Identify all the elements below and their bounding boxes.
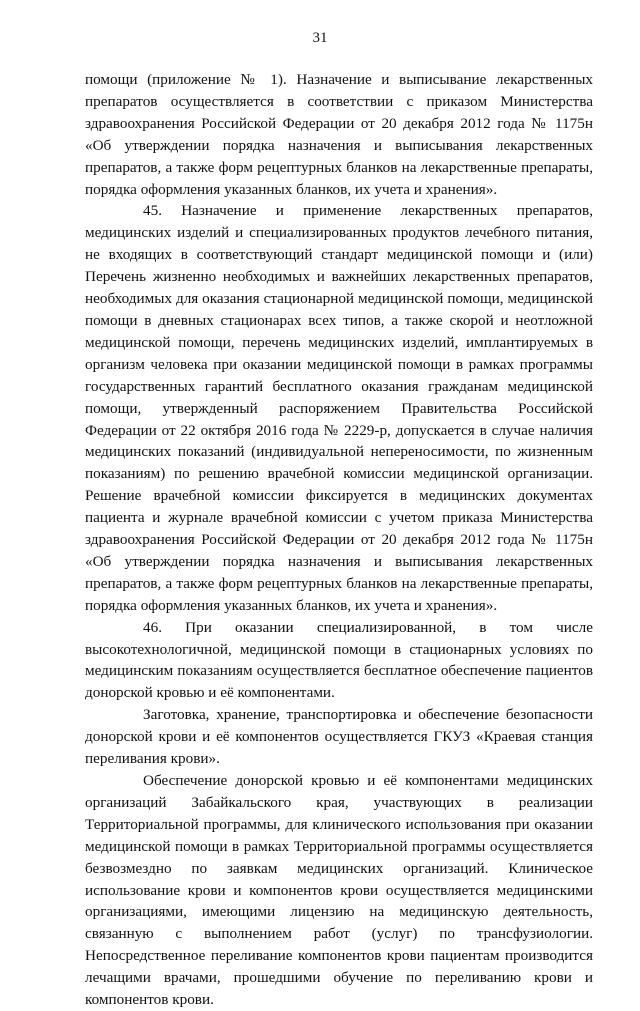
paragraph-46-donor-blood: 46. При оказании специализированной, в том числе высокотехнологичной, медицинской помощи в стационарных условиях по медицинским показаниям осуществляется бесплатное обеспечение пациентов донорской кровью и её компонентами. bbox=[85, 618, 593, 702]
paragraph-blood-procurement: Заготовка, хранение, транспортировка и обеспечение безопасности донорской крови и её компонентов осуществляется ГКУЗ «Краевая станция переливания крови». bbox=[85, 706, 593, 768]
paragraph-45-nonstandard-drugs: 45. Назначение и применение лекарственных препаратов, медицинских изделий и специализированных продуктов лечебного питания, не входящих в соответствующий стандарт медицинской помощи и (или) Перечень жизненно необходимых и важнейших лекарственных препаратов, необходимых для оказания стационарной медицинской помощи, медицинской помощи в дневных стационарах всех типов, а также скорой и неотложной медицинской помощи, перечень медицинских изделий, имплантируемых в организм человека при оказании медицинской помощи в рамках программы государственных гарантий бесплатного оказания гражданам медицинской помощи, утвержденный распоряжением Правительства Российской Федерации от 22 октября 2016 года № 2229-р, допускается в случае наличия медицинских показаний (индивидуальной непереносимости, по жизненным показаниям) по решению врачебной комиссии медицинской организации. Решение врачебной комиссии фиксируется в медицинских документах пациента и журнале врачебной комиссии с учетом приказа Министерства здравоохранения Российской Федерации от 20 декабря 2012 года № 1175н «Об утверждении порядка назначения и выписывания лекарственных препаратов, а также форм рецептурных бланков на лекарственные препараты, порядка оформления указанных бланков, их учета и хранения». bbox=[85, 202, 593, 614]
page-number: 31 bbox=[312, 30, 328, 46]
paragraph-prescription-order: помощи (приложение № 1). Назначение и выписывание лекарственных препаратов осуществляется в соответствии с приказом Министерства здравоохранения Российской Федерации от 20 декабря 2012 года № 1175н «Об утверждении порядка назначения и выписывания лекарственных препаратов, а также форм рецептурных бланков на лекарственные препараты, порядка оформления указанных бланков, их учета и хранения». bbox=[85, 71, 593, 198]
paragraph-blood-provision: Обеспечение донорской кровью и её компонентами медицинских организаций Забайкальского края, участвующих в реализации Территориальной программы, для клинического использования при оказании медицинской помощи в рамках Территориальной программы осуществляется безвозмездно по заявкам медицинских организаций. Клиническое использование крови и компонентов крови осуществляется медицинскими организациями, имеющими лицензию на медицинскую деятельность, связанную с выполнением работ (услуг) по трансфузиологии. Непосредственное переливание компонентов крови пациентам производится лечащими врачами, прошедшими обучение по переливанию крови и компонентов крови. bbox=[85, 772, 593, 1009]
document-body bbox=[85, 69, 593, 1011]
